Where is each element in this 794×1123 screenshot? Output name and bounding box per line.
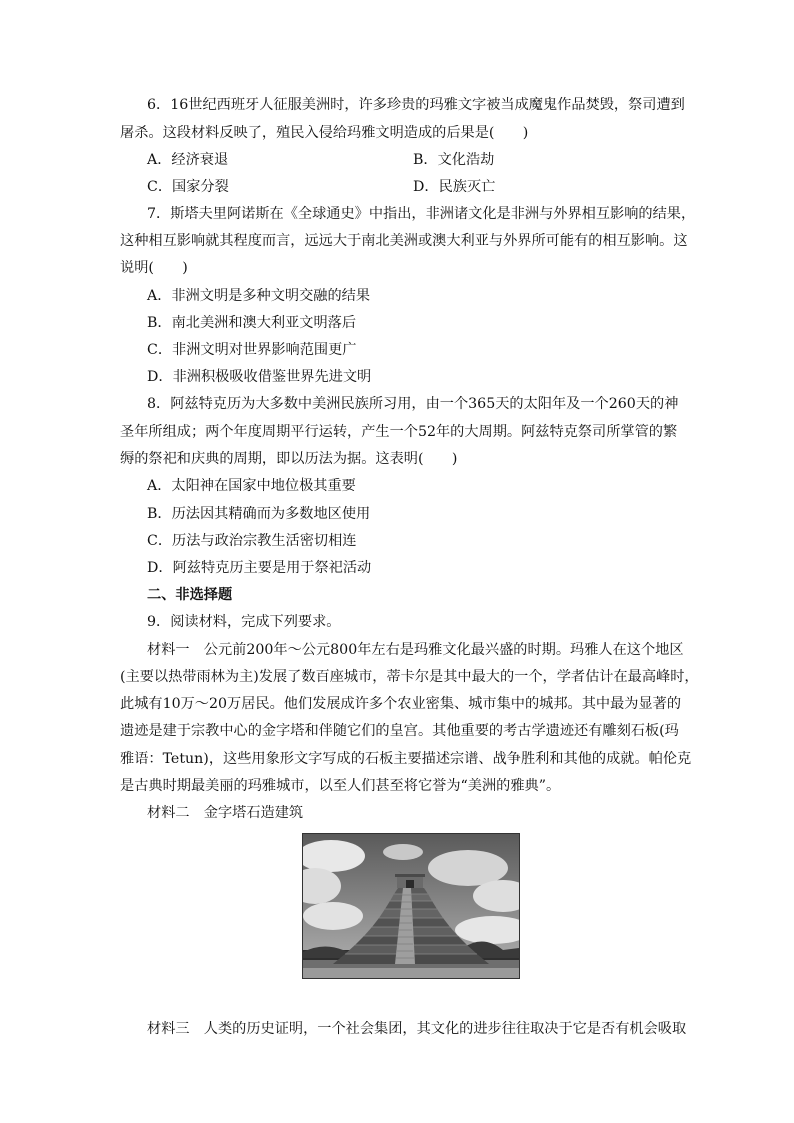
- q6-option-d: D．民族灭亡: [413, 179, 496, 195]
- q7-option-a: A．非洲文明是多种文明交融的结果: [147, 288, 371, 304]
- q6-option-b: B．文化浩劫: [413, 152, 495, 168]
- q7-option-c: C．非洲文明对世界影响范围更广: [147, 342, 357, 358]
- q9-intro: 9．阅读材料，完成下列要求。: [147, 614, 341, 630]
- q8-option-b: B．历法因其精确而为多数地区使用: [147, 506, 371, 522]
- q9-material-1-line-6: 是古典时期最美丽的玛雅城市，以至人们甚至将它誉为“美洲的雅典”。: [120, 778, 561, 794]
- q7-option-b: B．南北美洲和澳大利亚文明落后: [147, 315, 357, 331]
- q6-option-a: A．经济衰退: [147, 152, 229, 168]
- pyramid-photo-drawing: [303, 834, 519, 978]
- q9-material-1-line-1: 材料一 公元前200年～公元800年左右是玛雅文化最兴盛的时期。玛雅人在这个地区: [147, 642, 684, 658]
- q7-stem-line-2: 这种相互影响就其程度而言，远远大于南北美洲或澳大利亚与外界所可能有的相互影响。这: [120, 233, 688, 249]
- q9-material-1-line-2: (主要以热带雨林为主)发展了数百座城市，蒂卡尔是其中最大的一个，学者估计在最高峰时，: [120, 669, 699, 685]
- q8-option-d: D．阿兹特克历主要是用于祭祀活动: [147, 560, 372, 576]
- q6-stem-line-2: 屠杀。这段材料反映了，殖民入侵给玛雅文明造成的后果是( ): [120, 125, 529, 141]
- section-heading: 二、非选择题: [147, 587, 233, 603]
- q6-option-c: C．国家分裂: [147, 179, 229, 195]
- q6-stem-line-1: 6．16世纪西班牙人征服美洲时，许多珍贵的玛雅文字被当成魔鬼作品焚毁，祭司遭到: [147, 97, 685, 113]
- q9-material-3-line-1: 材料三 人类的历史证明，一个社会集团，其文化的进步往往取决于它是否有机会吸取: [147, 1021, 687, 1037]
- q9-material-1-line-4: 遗迹是建于宗教中心的金字塔和伴随它们的皇宫。其他重要的考古学遗迹还有雕刻石板(玛: [120, 723, 679, 739]
- q9-material-2-caption: 材料二 金字塔石造建筑: [147, 805, 304, 821]
- q7-stem-line-1: 7．斯塔夫里阿诺斯在《全球通史》中指出，非洲诸文化是非洲与外界相互影响的结果，: [147, 206, 696, 222]
- pyramid-photo: [302, 833, 520, 979]
- q9-material-1-line-5: 雅语：Tetun)，这些用象形文字写成的石板主要描述宗谱、战争胜利和其他的成就。帕伦克: [120, 751, 692, 767]
- q7-stem-line-3: 说明( ): [120, 260, 188, 276]
- q8-stem-line-1: 8．阿兹特克历为大多数中美洲民族所习用，由一个365天的太阳年及一个260天的神: [147, 396, 679, 412]
- q7-option-d: D．非洲积极吸收借鉴世界先进文明: [147, 369, 372, 385]
- q8-option-a: A．太阳神在国家中地位极其重要: [147, 478, 356, 494]
- q8-stem-line-2: 圣年所组成；两个年度周期平行运转，产生一个52年的大周期。阿兹特克祭司所掌管的繁: [120, 424, 678, 440]
- q8-stem-line-3: 缛的祭祀和庆典的周期，即以历法为据。这表明( ): [120, 451, 458, 467]
- q9-material-1-line-3: 此城有10万～20万居民。他们发展成许多个农业密集、城市集中的城邦。其中最为显著的: [120, 696, 682, 712]
- q8-option-c: C．历法与政治宗教生活密切相连: [147, 533, 357, 549]
